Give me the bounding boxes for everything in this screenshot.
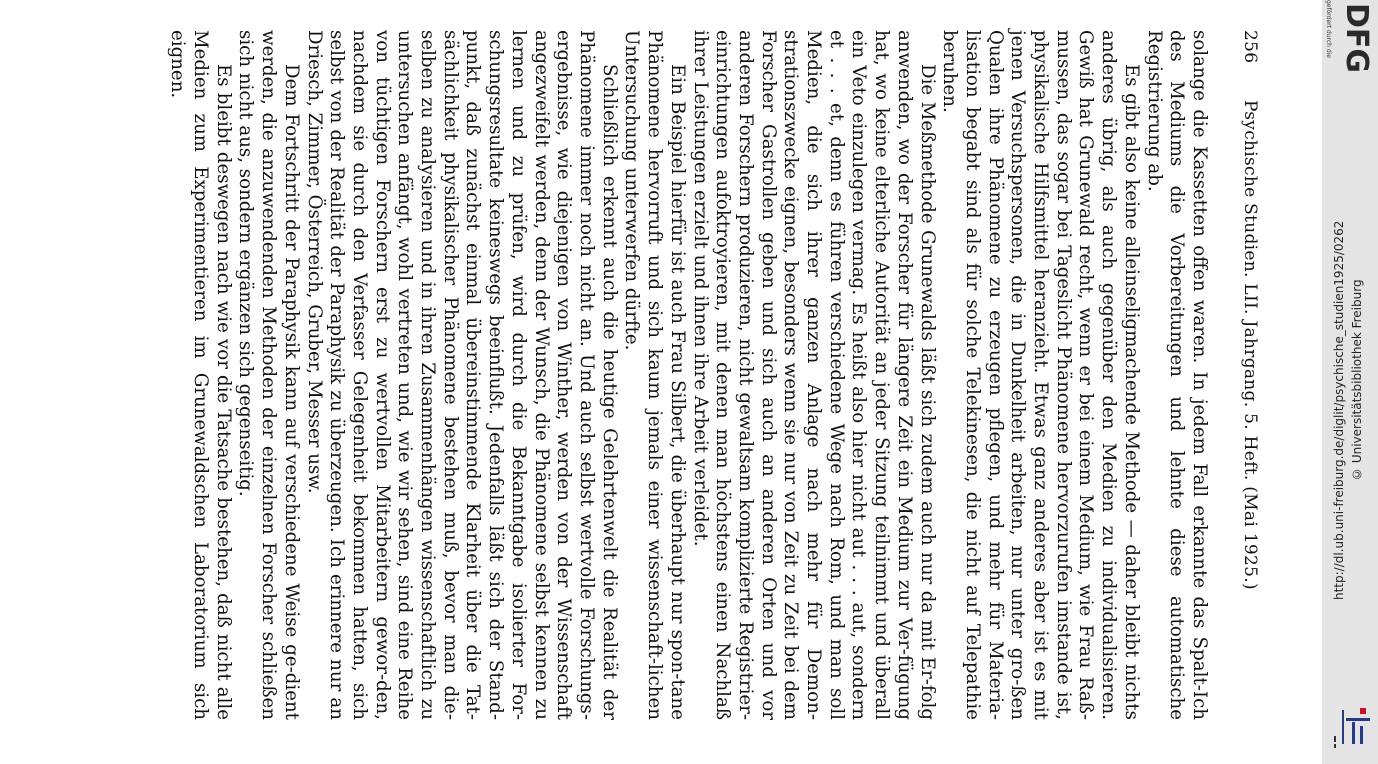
page-number: 256 bbox=[1240, 30, 1260, 64]
paragraph: Schließlich erkennt auch die heutige Gelehrtenwelt die Realität der Phänomene immer noch nicht an. Und auch selbst wertvolle Forschungs-ergebnisse, wie diejenigen von Winther, werden von der Wissenschaft angezweifelt werden, denn der Wunsch, die Phänomene selbst kennen zu lernen und zu prüfen, wird durch die Bekanntgabe isolierter For-schungsresultate keineswegs beeinflußt. Jedenfalls läßt sich der Stand-punkt, daß zunächst einmal übereinstimmende Klarheit über die Tat-sächlichkeit physikalischer Phänomene bestehen muß, bevor man die-selben zu analysieren und in ihren Zusammenhängen wissenschaftlich zu untersuchen anfängt, wohl vertreten und, wie wir sehen, sind eine Reihe von tüchtigen Forschern erst zu wertvollen Mitarbeitern gewor-den, nachdem sie durch den Verfasser Gelegenheit bekommen hatten, sich selbst von der Realität der Paraphysik zu überzeugen. Ich erinnere nur an Driesch, Zimmer, Österreich, Gruber, Messer usw. bbox=[303, 30, 620, 720]
ub-freiburg-logo-icon bbox=[1332, 700, 1368, 750]
page-header bbox=[1224, 30, 1260, 710]
dfg-tagline: gefördert durch die bbox=[1325, 0, 1332, 58]
copyright-notice: © Universitätsbibliothek Freiburg bbox=[1350, 279, 1364, 481]
paragraph: Es bleibt deswegen nach wie vor die Tatsache bestehen, daß nicht alle Medien zum Experimentieren im Grunewaldschen Laboratorium sich eignen. bbox=[167, 30, 234, 720]
dfg-logo-area[interactable] bbox=[1322, 0, 1378, 80]
paragraph: solange die Kassetten offen waren. In jedem Fall erkannte das Spalt-Ich des Mediums die Vorbereitungen und lehnte diese automatische Registrierung ab. bbox=[1143, 30, 1210, 720]
dfg-logo: DFG bbox=[1339, 2, 1374, 74]
paragraph: Dem Fortschritt der Paraphysik kann auf verschiedene Weise ge-dient werden, die anzuwendenden Methoden der einzelnen Forscher schließen sich nicht aus, sondern ergänzen sich gegenseitig. bbox=[235, 30, 302, 720]
info-strip bbox=[1322, 0, 1378, 764]
permalink-url[interactable]: http://dl.ub.uni-freiburg.de/diglit/psychische_studien1925/0262 bbox=[1332, 220, 1346, 600]
body-text bbox=[166, 30, 1210, 720]
running-head: Psychische Studien. LII. Jahrgang. 5. Heft. (Mai 1925.) bbox=[1240, 100, 1260, 590]
paragraph: Die Meßmethode Grunewalds läßt sich zudem auch nur da mit Er-folg anwenden, wo der Forscher für längere Zeit ein Medium zur Ver-fügung hat, wo keine elterliche Autorität an jeder Sitzung teilnimmt und überall ein Veto einzulegen vermag. Es heißt also hier nicht aut . . . aut, sondern et . . . et, denn es führen verschiedene Wege nach Rom, und man soll Medien, die sich ihrer ganzen Anlage nach mehr für Demon-strationszwecke eignen, besonders wenn sie nur von Zeit zu Zeit bei dem Forscher Gastrollen geben und sich auch an anderen Orten und vor anderen Forschern produzieren, nicht gewaltsam komplizierte Registrier-einrichtungen aufoktroyieren, mit denen man höchstens einen Nachlaß ihrer Leistungen erzielt und ihnen ihre Arbeit verleidet. bbox=[689, 30, 938, 720]
paragraph: Es gibt also keine alleinseligmachende Methode — daher bleibt nichts anderes übrig, als auch gegenüber den Medien zu individualisieren. Gewiß hat Grunewald recht, wenn er bei einem Medium, wie Frau Raß-mussen, das sogar bei Tageslicht Phänomene hervorzurufen imstande ist, physikalische Hilfsmittel heranzieht. Etwas ganz anderes aber ist es mit jenen Versuchspersonen, die in Dunkelheit arbeiten, nur unter gro-ßen Qualen ihre Phänomene zu erzeugen pflegen, und mehr für Materia-lisation begabt sind als für solche Telekinesen, die nicht auf Telepathie beruhen. bbox=[939, 30, 1142, 720]
paragraph: Ein Beispiel hierfür ist auch Frau Silbert, die überhaupt nur spon-tane Phänomene hervorruft und sich kaum jemals einer wissenschaft-lichen Untersuchung unterwerfen dürfte. bbox=[621, 30, 688, 720]
